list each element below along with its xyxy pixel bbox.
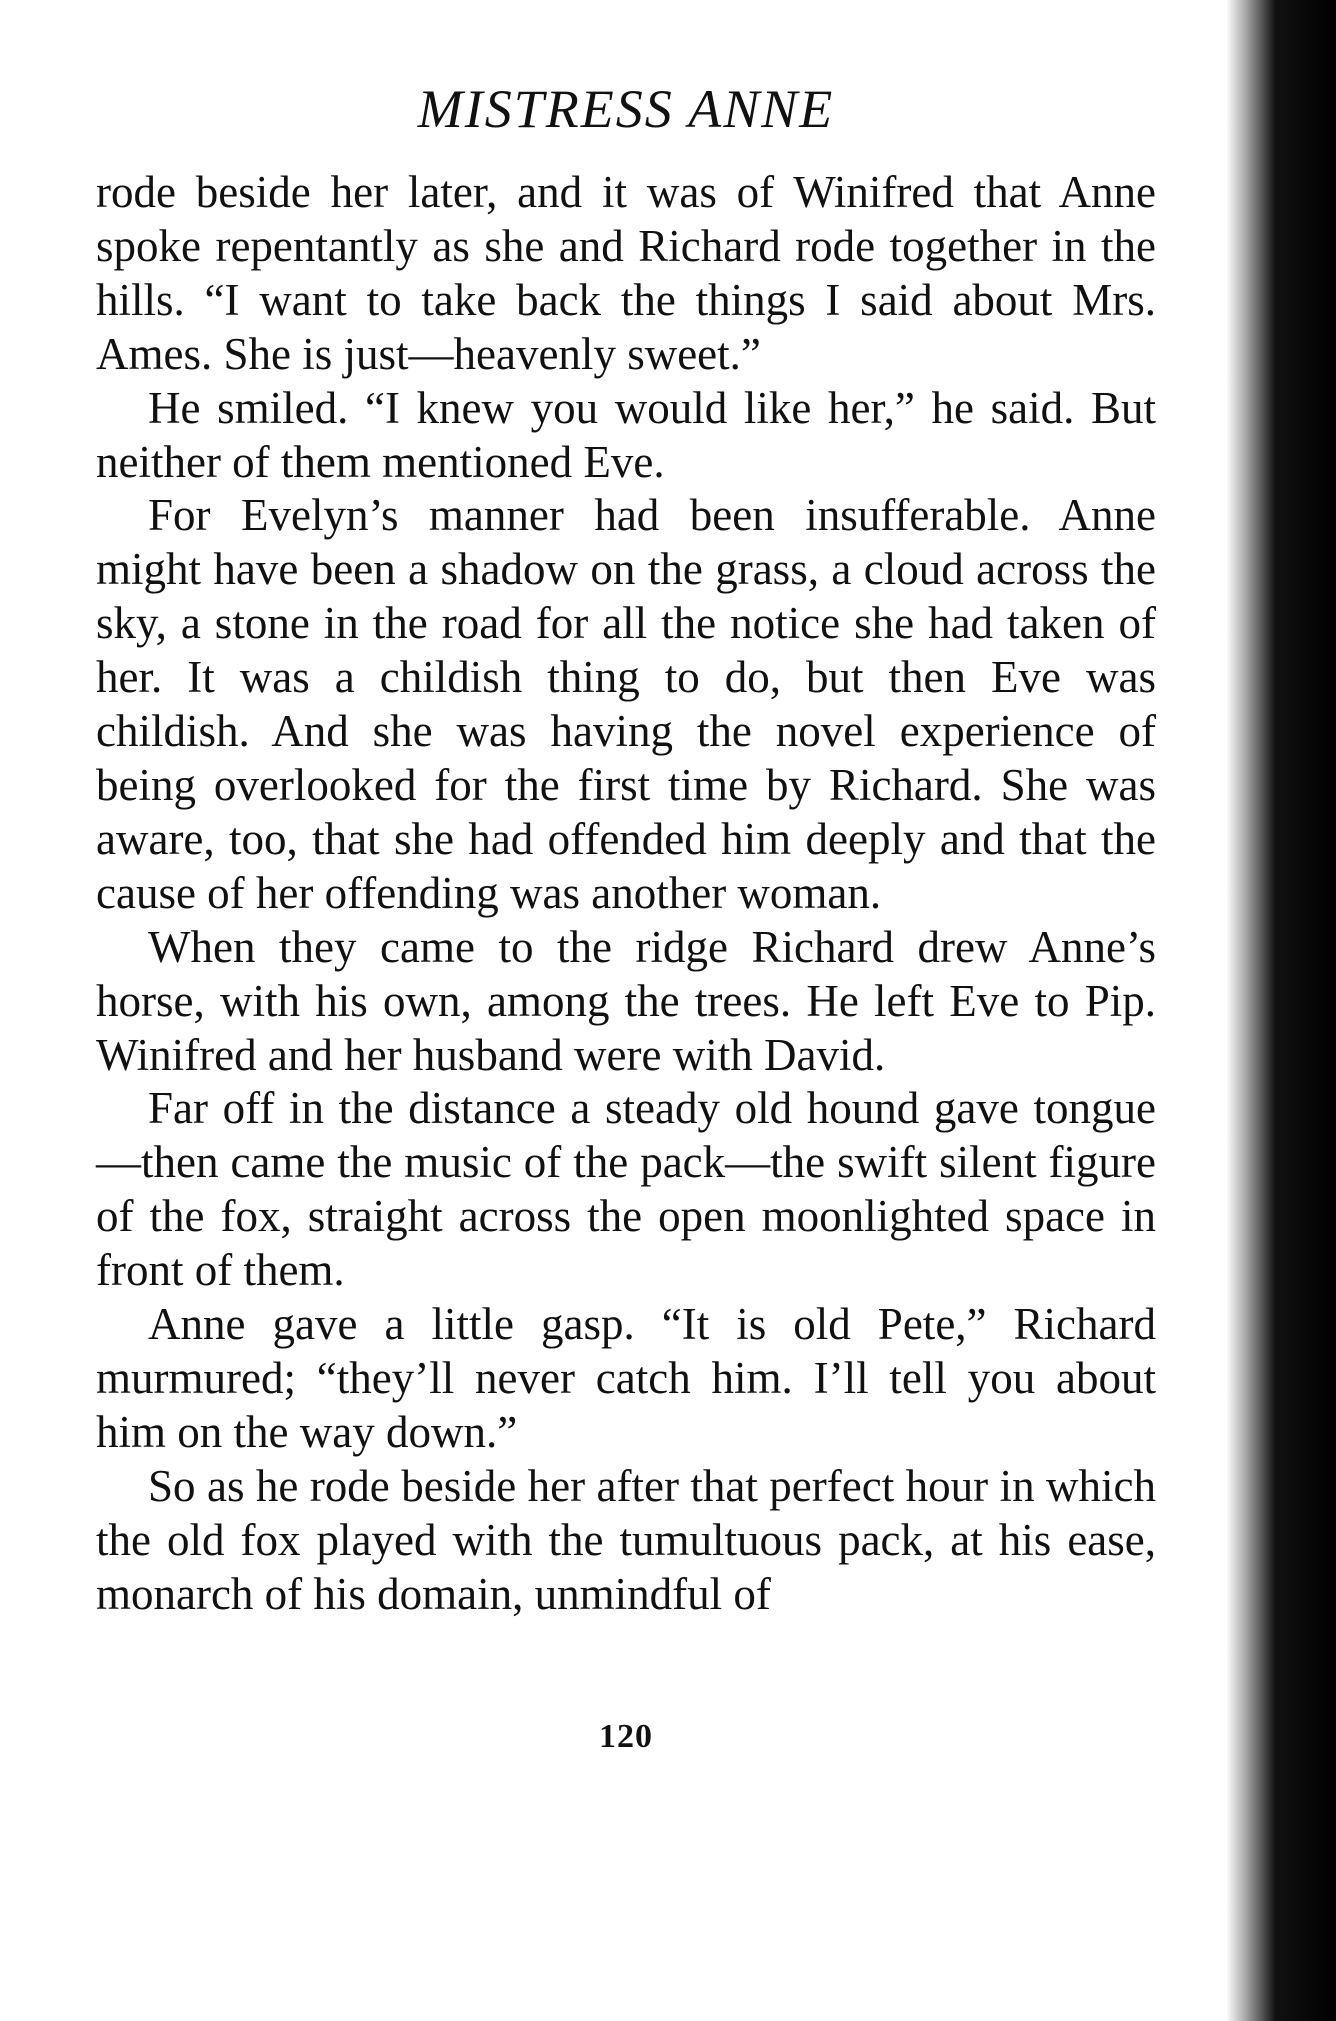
paragraph-4: When they came to the ridge Richard drew Anne’s horse, with his own, among the trees. He left Eve to Pip. Winifred and her husband were with David.	[96, 921, 1156, 1080]
paragraph-7: So as he rode beside her after that perfect hour in which the old fox played with the tumultuous pack, at his ease, monarch of his domain, unmindful of	[96, 1460, 1156, 1619]
paragraph-1: rode beside her later, and it was of Winifred that Anne spoke repentantly as she and Richard rode together in the hills. “I want to take back the things I said about Mrs. Ames. She is just—heavenly sweet.”	[96, 167, 1156, 379]
page-number: 120	[599, 1718, 653, 1755]
paragraph-3: For Evelyn’s manner had been insufferable. Anne might have been a shadow on the grass, a cloud across the sky, a stone in the road for all the notice she had taken of her. It was a childish thing to do, but then Eve was childish. And she was having the novel experience of being overlooked for the first time by Richard. She was aware, too, that she had offended him deeply and that the cause of her offending was another woman.	[96, 490, 1156, 918]
paragraph-6: Anne gave a little gasp. “It is old Pete,” Richard murmured; “they’ll never catch him. I’ll tell you about him on the way down.”	[96, 1299, 1156, 1457]
paragraph-5: Far off in the distance a steady old hound gave tongue—then came the music of the pack—the swift silent figure of the fox, straight across the open moonlighted space in front of them.	[96, 1083, 1156, 1296]
body-text	[96, 166, 1156, 1621]
running-head: MISTRESS ANNE	[417, 79, 835, 139]
page-gutter-shadow	[1226, 0, 1336, 2021]
paragraph-2: He smiled. “I knew you would like her,” he said. But neither of them mentioned Eve.	[96, 382, 1156, 487]
